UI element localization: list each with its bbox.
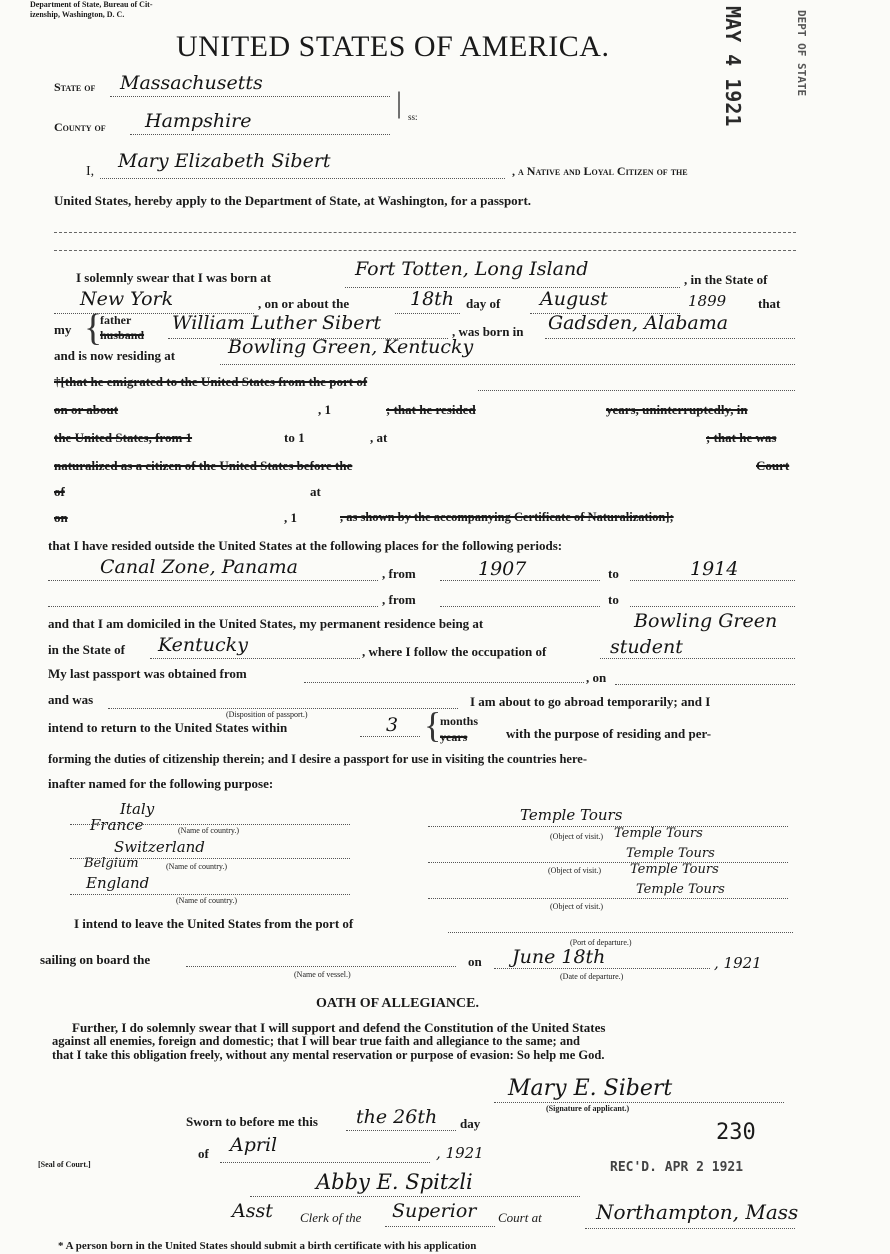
dept-line-2: izenship, Washington, D. C. <box>30 10 125 19</box>
father-option: father <box>100 313 132 327</box>
visit-1: Temple Tours <box>520 806 623 824</box>
document-title: UNITED STATES OF AMERICA. <box>176 30 610 63</box>
oath-line-3: that I take this obligation freely, without any mental reservation or purpose of evasion: So help me God. <box>52 1048 605 1062</box>
birth-day-value: 18th <box>410 288 455 310</box>
departure-date-value: June 18th <box>512 946 606 968</box>
nat-line-6a: on <box>54 510 68 525</box>
signature-label: (Signature of applicant.) <box>546 1104 630 1113</box>
from-label-2: , from <box>382 592 416 607</box>
father-name-value: William Luther Sibert <box>172 312 382 334</box>
nat-line-3b: to 1 <box>284 430 305 445</box>
country-5: England <box>86 874 150 892</box>
county-label: County of <box>54 120 106 134</box>
file-number: 230 <box>716 1120 756 1145</box>
nat-line-4b: Court <box>756 458 790 473</box>
port-label: (Port of departure.) <box>570 938 632 947</box>
country-1: Italy <box>120 800 155 818</box>
day-label: day <box>460 1116 481 1131</box>
nat-line-2a: on or about <box>54 402 119 417</box>
place-abroad-1: Canal Zone, Panama <box>100 556 298 578</box>
occupation-value: student <box>610 636 683 658</box>
from-label-1: , from <box>382 566 416 581</box>
resided-outside-text: that I have resided outside the United States at the following places for the following periods: <box>48 538 563 553</box>
court-at-text: Court at <box>498 1210 542 1225</box>
in-state-of-text: in the State of <box>48 642 125 657</box>
asst-text: Asst <box>232 1200 273 1222</box>
nat-line-5a: of <box>54 484 65 499</box>
husband-option-struck: husband <box>100 328 145 342</box>
court-place-value: Northampton, Mass <box>596 1200 799 1224</box>
country-label-2: (Name of country.) <box>166 862 228 871</box>
country-3: Switzerland <box>114 838 205 856</box>
to-value-1: 1914 <box>690 558 739 580</box>
birth-state-value: New York <box>80 288 174 310</box>
disposition-label: (Disposition of passport.) <box>226 710 308 719</box>
nat-line-2b: , 1 <box>318 402 331 417</box>
to-label-2: to <box>608 592 619 607</box>
sworn-before-text: Sworn to before me this <box>186 1114 318 1129</box>
duration-brace: { <box>424 705 442 745</box>
leave-port-text: I intend to leave the United States from the port of <box>74 916 354 931</box>
intro-i: I, <box>86 164 95 179</box>
nat-line-6b: , 1 <box>284 510 297 525</box>
sworn-born-text: I solemnly swear that I was born at <box>76 270 272 285</box>
within-value: 3 <box>386 714 399 736</box>
of-text: of <box>198 1146 209 1161</box>
county-value: Hampshire <box>145 110 252 132</box>
nat-line-3d: ; that he was <box>706 430 777 445</box>
in-state-text: , in the State of <box>684 272 768 287</box>
occupation-text: , where I follow the occupation of <box>362 644 547 659</box>
country-label-3: (Name of country.) <box>176 896 238 905</box>
native-citizen-text: , a Native and Loyal Citizen of the <box>512 164 688 178</box>
that-text: that <box>758 296 781 311</box>
state-label: State of <box>54 80 96 94</box>
sworn-month-value: April <box>230 1134 278 1156</box>
domiciled-text: and that I am domiciled in the United States, my permanent residence being at <box>48 616 484 631</box>
nat-line-2c: ; that he resided <box>386 402 476 417</box>
visit-3: Temple Tours <box>626 846 715 861</box>
domicile-residence-value: Bowling Green <box>634 610 778 632</box>
vessel-label: (Name of vessel.) <box>294 970 351 979</box>
dept-stamp-side: DEPT OF STATE <box>795 10 808 97</box>
abroad-temp-text: I am about to go abroad temporarily; and I <box>470 694 711 709</box>
visit-2: Temple Tours <box>614 826 703 841</box>
applicant-name: Mary Elizabeth Sibert <box>118 150 331 172</box>
birthplace-value: Fort Totten, Long Island <box>355 258 589 280</box>
visit-4: Temple Tours <box>630 862 719 877</box>
my-text: my <box>54 322 72 337</box>
nat-line-6c: , as shown by the accompanying Certificate of Naturalization]; <box>340 510 674 524</box>
residing-text: and is now residing at <box>54 348 176 363</box>
nat-line-3a: the United States, from 1 <box>54 430 193 445</box>
purpose-text: with the purpose of residing and per- <box>506 726 712 741</box>
state-value: Massachusetts <box>120 72 263 94</box>
was-born-in-text: , was born in <box>452 324 524 339</box>
clerk-of-text: Clerk of the <box>300 1210 362 1225</box>
nat-line-1: †[that he emigrated to the United States from the port of <box>54 374 368 389</box>
sworn-year: , 1921 <box>436 1144 484 1162</box>
date-received-stamp: REC'D. APR 2 1921 <box>610 1160 744 1175</box>
court-name-value: Superior <box>392 1200 477 1222</box>
dept-line-1: Department of State, Bureau of Cit- <box>30 0 153 9</box>
oath-line-1: Further, I do solemnly swear that I will support and defend the Constitution of the United States <box>72 1020 606 1035</box>
and-was-text: and was <box>48 692 94 707</box>
birth-year-value: 1899 <box>688 292 727 310</box>
on-or-about-text: , on or about the <box>258 296 350 311</box>
footnote: * A person born in the United States should submit a birth certificate with his application <box>58 1240 477 1252</box>
last-passport-on: , on <box>586 670 607 685</box>
from-value-1: 1907 <box>478 558 527 580</box>
to-label-1: to <box>608 566 619 581</box>
venue-bracket: | <box>396 86 403 119</box>
sailing-text: sailing on board the <box>40 952 151 967</box>
country-2: France <box>90 816 144 834</box>
departure-on: on <box>468 954 482 969</box>
domicile-state-value: Kentucky <box>158 634 248 656</box>
last-passport-text: My last passport was obtained from <box>48 666 247 681</box>
oath-line-2: against all enemies, foreign and domestic; that I will bear true faith and allegiance to the same; and <box>52 1034 580 1048</box>
visit-label-3: (Object of visit.) <box>550 902 604 911</box>
years-option-struck: years <box>440 730 468 744</box>
applicant-signature: Mary E. Sibert <box>508 1076 673 1101</box>
country-label-1: (Name of country.) <box>178 826 240 835</box>
intend-return-text: intend to return to the United States within <box>48 720 288 735</box>
father-birthplace-value: Gadsden, Alabama <box>548 312 729 334</box>
nat-line-5b: at <box>310 484 321 499</box>
nat-line-2d: years, uninterruptedly, in <box>606 402 748 417</box>
day-of-text: day of <box>466 296 501 311</box>
duties-text: forming the duties of citizenship therein; and I desire a passport for use in visiting the countries here- <box>48 752 588 766</box>
months-option: months <box>440 714 479 728</box>
residence-value: Bowling Green, Kentucky <box>228 336 474 358</box>
ss-mark: ss: <box>408 112 418 122</box>
date-label: (Date of departure.) <box>560 972 624 981</box>
sworn-day-value: the 26th <box>356 1106 438 1128</box>
visit-label-2: (Object of visit.) <box>548 866 602 875</box>
visit-5: Temple Tours <box>636 882 725 897</box>
clerk-signature: Abby E. Spitzli <box>316 1170 473 1194</box>
seal-of-court: [Seal of Court.] <box>38 1160 91 1169</box>
inafter-text: inafter named for the following purpose: <box>48 776 274 791</box>
country-4: Belgium <box>84 856 139 871</box>
parent-brace: { <box>84 307 103 349</box>
nat-line-4a: naturalized as a citizen of the United States before the <box>54 458 353 473</box>
visit-label-1: (Object of visit.) <box>550 832 604 841</box>
oath-title: OATH OF ALLEGIANCE. <box>316 996 479 1011</box>
nat-line-3c: , at <box>370 430 388 445</box>
departure-year: , 1921 <box>714 954 762 972</box>
intro-line-2: United States, hereby apply to the Department of State, at Washington, for a passport. <box>54 193 532 208</box>
received-stamp-vertical: MAY 4 1921 <box>721 6 745 127</box>
birth-month-value: August <box>540 288 608 310</box>
